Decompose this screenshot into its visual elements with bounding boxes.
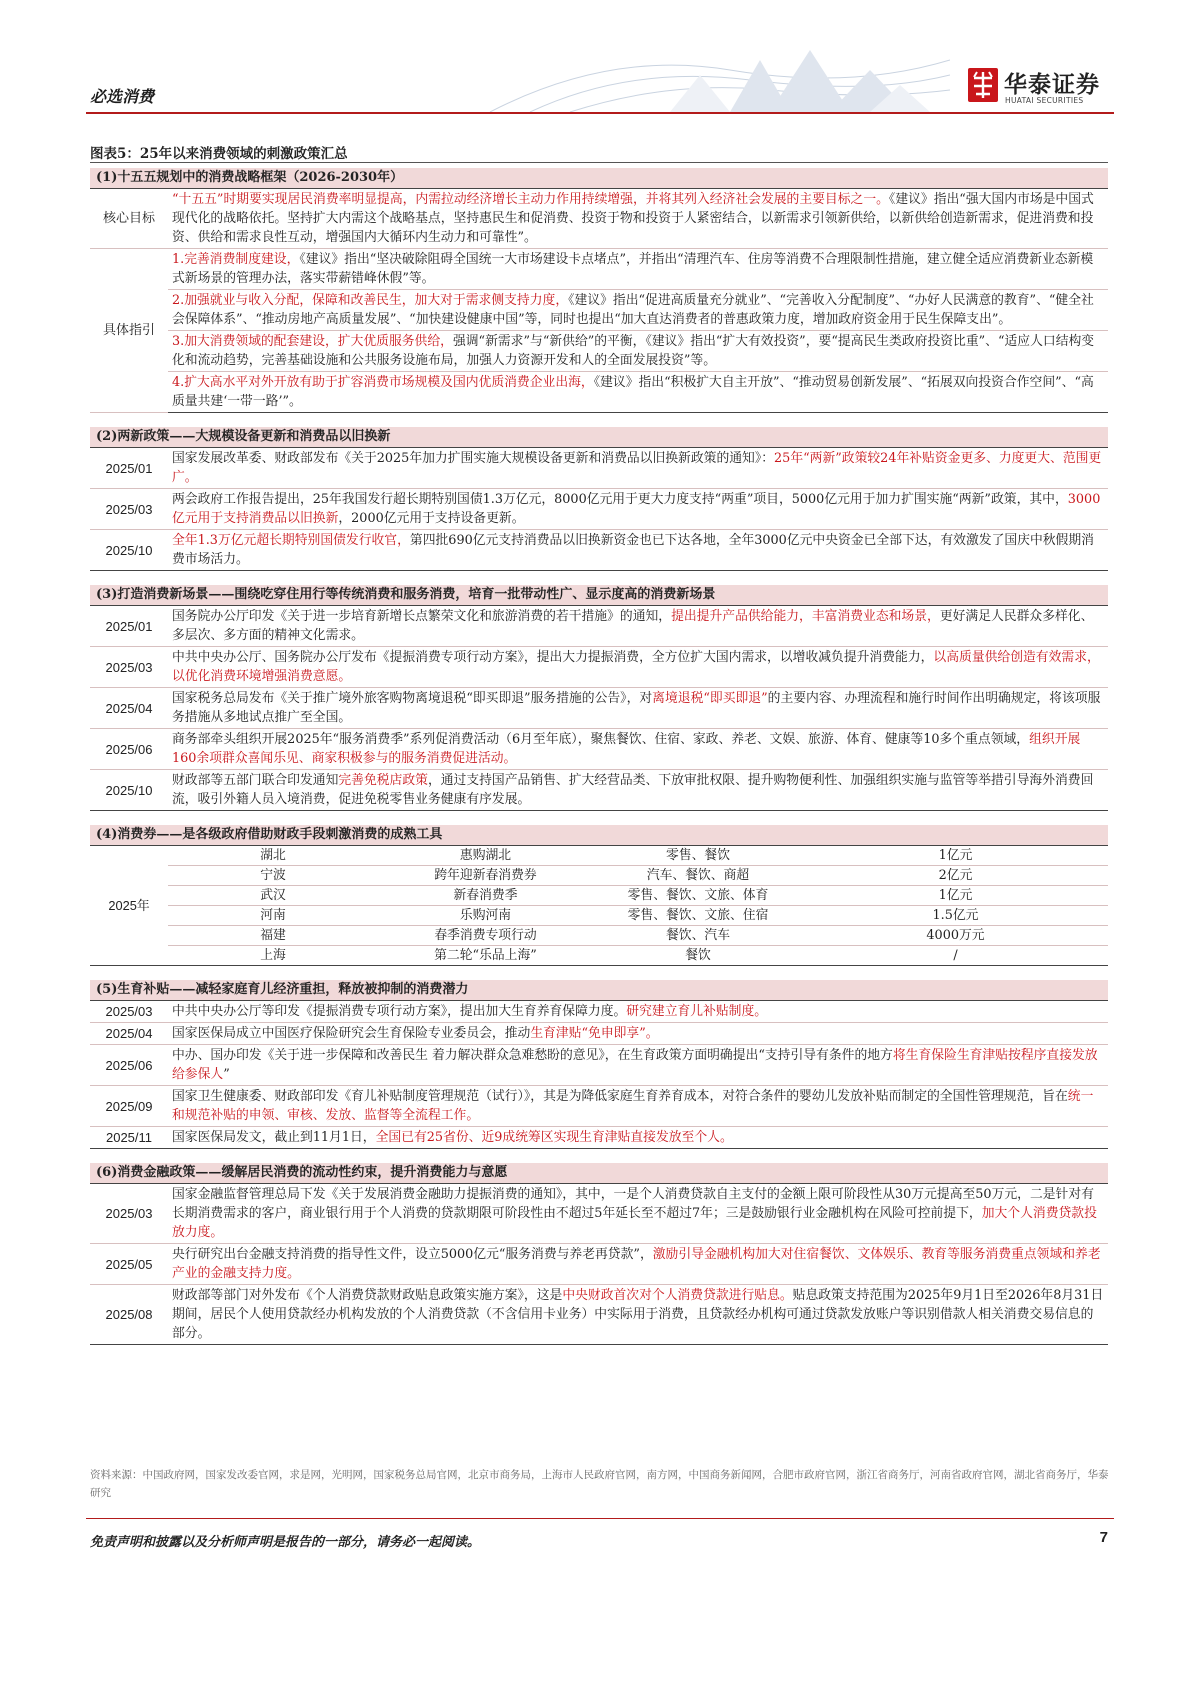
table-row [90,770,1108,811]
table-row [90,530,1108,571]
row-date: 2025/03 [90,1184,168,1244]
table-row [90,249,1108,290]
coupon-name: 春季消费专项行动 [378,926,593,946]
body-text: ，通过支持国产品销售、扩大经营品类、下放审批权限、提升购物便利性、加强组织实施与监管等举措引导海外消费回流，吸引外籍人员入境消费，促进免税零售业务健康有序发展。 [172,773,1094,807]
row-date: 2025/06 [90,1045,168,1086]
table-row [90,189,1108,249]
highlight-text: 全年1.3万亿元超长期特别国债发行收官， [172,533,410,548]
section-6-table [90,1184,1108,1345]
body-text: 国家卫生健康委、财政部印发《育儿补贴制度管理规范（试行）》，其是为降低家庭生育养育成本，对符合条件的婴幼儿发放补贴而制定的全国性管理规范，旨在 [172,1089,1068,1104]
row-date: 2025/10 [90,530,168,571]
table-row [90,372,1108,413]
core-goal-rest: 《建议》指出“强大国内市场是中国式现代化的战略依托。坚持扩大内需这个战略基点，坚持惠民生和促消费、投资于物和投资于人紧密结合，以新需求引领新供给，以新供给创造新需求，促进消费和投资、供给和需求良性互动，增强国内大循环内生动力和可靠性”。 [172,192,1094,245]
row-text [168,1001,1108,1023]
row-date: 2025/05 [90,1244,168,1285]
table-row [90,688,1108,729]
coupon-name: 乐购河南 [378,906,593,926]
guidance-item-rest: 《建议》指出“坚决破除阻碍全国统一大市场建设卡点堵点”，并指出“清理汽车、住房等消费不合理限制性措施，建立健全适应消费新业态新模式新场景的管理办法，落实带薪错峰休假”等。 [172,252,1094,286]
table-row [90,1244,1108,1285]
brand-name-cn: 华泰证券 [1004,72,1100,98]
coupon-amount: 4000万元 [803,926,1108,946]
table-row [90,906,1108,926]
section-1-title: (1)十五五规划中的消费战略框架（2026-2030年） [90,168,1108,189]
figure-title-divider [90,162,1108,163]
row-date: 2025/09 [90,1086,168,1127]
body-text: 两会政府工作报告提出，25年我国发行超长期特别国债1.3万亿元，8000亿元用于更大力度支持“两重”项目，5000亿元用于加力扩围实施“两新”政策，其中， [172,492,1068,507]
body-text: 商务部牵头组织开展2025年“服务消费季”系列促消费活动（6月至年底），聚焦餐饮、住宿、家政、养老、文娱、旅游、体育、健康等10多个重点领域， [172,732,1030,747]
disclaimer: 免责声明和披露以及分析师声明是报告的一部分，请务必一起阅读。 [90,1535,481,1550]
section-4-title: (4)消费券——是各级政府借助财政手段刺激消费的成熟工具 [90,825,1108,846]
row-date: 2025/01 [90,448,168,489]
row-text [168,1285,1108,1345]
table-row [90,1045,1108,1086]
body-text: 国务院办公厅印发《关于进一步培育新增长点繁荣文化和旅游消费的若干措施》的通知， [172,609,672,624]
section-3-title: (3)打造消费新场景——围绕吃穿住用行等传统消费和服务消费，培育一批带动性广、显示度高的消费新场景 [90,585,1108,606]
body-text: ” [223,1067,230,1082]
highlight-text: 将生育保险生育津贴按程序直接发放给参保人 [172,1048,1098,1082]
highlight-text: 研究建立育儿补贴制度。 [626,1004,768,1019]
table-row [90,489,1108,530]
body-text: 贴息政策支持范围为2025年9月1日至2026年8月31日期间，居民个人使用贷款经办机构发放的个人消费贷款（不含信用卡业务）中实际用于消费，且贷款经办机构可通过贷款发放账户等识别借款人相关消费交易信息的部分。 [172,1288,1104,1341]
row-date: 2025/06 [90,729,168,770]
section-5-title: (5)生育补贴——减轻家庭育儿经济重担，释放被抑制的消费潜力 [90,980,1108,1001]
coupon-date: 2025年 [90,846,168,966]
coupon-category: 零售、餐饮、文旅、住宿 [593,906,803,926]
row-text [168,1184,1108,1244]
guidance-item [168,372,1108,413]
section-2 [90,427,1108,571]
row-text [168,489,1108,530]
source-note: 资料来源：中国政府网，国家发改委官网，求是网，光明网，国家税务总局官网，北京市商务局，上海市人民政府官网，南方网，中国商务新闻网，合肥市政府官网，浙江省商务厅，河南省政府官网，湖北省商务厅，华泰研究 [90,1469,1109,1499]
body-text: 的主要内容、办理流程和施行时间作出明确规定，将该项服务措施从多地试点推广至全国。 [172,691,1101,725]
table-row [90,290,1108,331]
row-text [168,1045,1108,1086]
row-date: 2025/11 [90,1127,168,1149]
section-3 [90,585,1108,811]
coupon-region: 福建 [168,926,378,946]
row-text [168,1244,1108,1285]
row-text [168,1127,1108,1149]
table-row [90,729,1108,770]
row-date: 2025/03 [90,647,168,688]
table-row [90,886,1108,906]
section-1-table [90,189,1108,413]
section-5 [90,980,1108,1149]
section-3-table [90,606,1108,811]
table-row [90,1086,1108,1127]
row-date: 2025/04 [90,688,168,729]
coupon-region: 河南 [168,906,378,926]
body-text: 央行研究出台金融支持消费的指导性文件，设立5000亿元“服务消费与养老再贷款”， [172,1247,653,1262]
coupon-category: 餐饮、汽车 [593,926,803,946]
coupon-category: 汽车、餐饮、商超 [593,866,803,886]
body-text: 第四批690亿元支持消费品以旧换新资金也已下达各地，全年3000亿元中央资金已全部下达，有效激发了国庆中秋假期消费市场活力。 [172,533,1094,567]
footer-divider [86,1518,1114,1519]
coupon-amount: 1亿元 [803,846,1108,866]
guidance-item-rest: 强调“新需求”与“新供给”的平衡，《建议》指出“扩大有效投资”，要“提高民生类政府投资比重”、“适应人口结构变化和流动趋势，完善基础设施和公共服务设施布局，加强人力资源开发和人的全面发展投资”等。 [172,334,1095,368]
coupon-amount: 2亿元 [803,866,1108,886]
section-6-title: (6)消费金融政策——缓解居民消费的流动性约束，提升消费能力与意愿 [90,1163,1108,1184]
highlight-text: 全国已有25省份、近9成统筹区实现生育津贴直接发放至个人。 [375,1130,733,1145]
row-text [168,1023,1108,1045]
guidance-item [168,249,1108,290]
row-text [168,1086,1108,1127]
highlight-text: 组织开展160余项群众喜闻乐见、商家积极参与的服务消费促进活动。 [172,732,1081,766]
row-text [168,729,1108,770]
highlight-text: 生育津贴“免申即享”。 [530,1026,659,1041]
row-text [168,688,1108,729]
guidance-label: 具体指引 [90,249,168,413]
table-row [90,1023,1108,1045]
coupon-category: 餐饮 [593,946,803,966]
coupon-category: 零售、餐饮、文旅、体育 [593,886,803,906]
coupon-name: 跨年迎新春消费券 [378,866,593,886]
table-row [90,1285,1108,1345]
highlight-text: 以高质量供给创造有效需求，以优化消费环境增强消费意愿。 [172,650,1100,684]
section-2-title: (2)两新政策——大规模设备更新和消费品以旧换新 [90,427,1108,448]
coupon-category: 零售、餐饮 [593,846,803,866]
table-row [90,926,1108,946]
row-date: 2025/08 [90,1285,168,1345]
guidance-item-red: 3.加大消费领域的配套建设，扩大优质服务供给， [172,334,453,349]
table-row [90,647,1108,688]
highlight-text: 完善免税店政策 [338,773,428,788]
coupon-name: 第二轮“乐品上海” [378,946,593,966]
table-row [90,1001,1108,1023]
coupon-amount: 1亿元 [803,886,1108,906]
section-6 [90,1163,1108,1345]
brand-logo [968,68,1118,110]
body-text: 更好满足人民群众多样化、多层次、多方面的精神文化需求。 [172,609,1094,643]
highlight-text: 统一和规范补贴的申领、审核、发放、监督等全流程工作。 [172,1089,1094,1123]
figure-title: 图表5：25年以来消费领域的刺激政策汇总 [90,146,348,162]
row-date: 2025/10 [90,770,168,811]
highlight-text: 激励引导金融机构加大对住宿餐饮、文体娱乐、教育等服务消费重点领域和养老产业的金融支持力度。 [172,1247,1101,1281]
row-text [168,770,1108,811]
coupon-region: 武汉 [168,886,378,906]
coupon-region: 湖北 [168,846,378,866]
coupon-table [90,846,1108,966]
core-goal-label: 核心目标 [90,189,168,249]
table-row [90,1127,1108,1149]
coupon-name: 新春消费季 [378,886,593,906]
row-text [168,448,1108,489]
body-text: 国家税务总局发布《关于推广境外旅客购物离境退税“即买即退”服务措施的公告》，对 [172,691,653,706]
body-text: 中办、国办印发《关于进一步保障和改善民生 着力解决群众急难愁盼的意见》，在生育政策方面明确提出“支持引导有条件的地方 [172,1048,893,1063]
body-text: 国家医保局发文，截止到11月1日， [172,1130,376,1145]
guidance-item-rest: 《建议》指出“积极扩大自主开放”、“推动贸易创新发展”、“拓展双向投资合作空间”、“高质量共建‘一带一路’”。 [172,375,1094,409]
highlight-text: 25年“两新”政策较24年补贴资金更多、力度更大、范围更广。 [172,451,1102,485]
body-text: 中共中央办公厅等印发《提振消费专项行动方案》，提出加大生育养育保障力度。 [172,1004,627,1019]
section-1 [90,168,1108,413]
section-label: 必选消费 [90,87,155,106]
row-text [168,530,1108,571]
coupon-amount: 1.5亿元 [803,906,1108,926]
coupon-region: 上海 [168,946,378,966]
table-row [90,1184,1108,1244]
core-goal-text [168,189,1108,249]
body-text: 中共中央办公厅、国务院办公厅发布《提振消费专项行动方案》，提出大力提振消费，全方位扩大国内需求，以增收减负提升消费能力， [172,650,934,665]
highlight-text: 离境退税“即买即退” [652,691,768,706]
table-row [90,331,1108,372]
highlight-text: 3000亿元用于支持消费品以旧换新 [172,492,1101,526]
huatai-logo-icon [968,68,998,102]
row-date: 2025/01 [90,606,168,647]
row-date: 2025/03 [90,489,168,530]
body-text: 财政部等五部门联合印发通知 [172,773,339,788]
row-text [168,647,1108,688]
table-row [90,946,1108,966]
body-text: 国家发展改革委、财政部发布《关于2025年加力扩围实施大规模设备更新和消费品以旧换新政策的通知》： [172,451,775,466]
row-date: 2025/04 [90,1023,168,1045]
core-goal-red: “十五五”时期要实现居民消费率明显提高，内需拉动经济增长主动力作用持续增强，并将其列入经济社会发展的主要目标之一。 [172,192,889,207]
guidance-item-rest: 《建议》指出“促进高质量充分就业”、“完善收入分配制度”、“办好人民满意的教育”、“健全社会保障体系”、“推动房地产高质量发展”、“加快建设健康中国”等，同时也提出“加大直达消费者的普惠政策力度，增加政府资金用于民生保障支出”。 [172,293,1094,327]
row-text [168,606,1108,647]
body-text: 国家医保局成立中国医疗保险研究会生育保险专业委员会，推动 [172,1026,531,1041]
guidance-item-red: 2.加强就业与收入分配，保障和改善民生，加大对于需求侧支持力度， [172,293,569,308]
row-date: 2025/03 [90,1001,168,1023]
table-row [90,846,1108,866]
highlight-text: 提出提升产品供给能力，丰富消费业态和场景， [671,609,940,624]
guidance-item [168,331,1108,372]
section-4 [90,825,1108,966]
body-text: 财政部等部门对外发布《个人消费贷款财政贴息政策实施方案》，这是 [172,1288,563,1303]
coupon-amount: / [803,946,1108,966]
brand-name-en: HUATAI SECURITIES [1005,96,1084,105]
table-row [90,866,1108,886]
coupon-name: 惠购湖北 [378,846,593,866]
section-2-table [90,448,1108,571]
table-row [90,448,1108,489]
table-row [90,606,1108,647]
guidance-item-red: 4.扩大高水平对外开放有助于扩容消费市场规模及国内优质消费企业出海， [172,375,594,390]
body-text: ，2000亿元用于支持设备更新。 [338,511,525,526]
highlight-text: 中央财政首次对个人消费贷款进行贴息。 [562,1288,793,1303]
header-decoration [430,40,950,112]
section-5-table [90,1001,1108,1149]
guidance-item [168,290,1108,331]
coupon-region: 宁波 [168,866,378,886]
page-number: 7 [1099,1529,1108,1546]
body-text: 国家金融监督管理总局下发《关于发展消费金融助力提振消费的通知》，其中，一是个人消费贷款自主支付的金额上限可阶段性从30万元提高至50万元，二是针对有长期消费需求的客户，商业银行用于个人消费的贷款期限可阶段性由不超过5年延长至不超过7年；三是鼓励银行业金融机构在风险可控前提下， [172,1187,1094,1221]
highlight-text: 加大个人消费贷款投放力度。 [172,1206,1097,1240]
guidance-item-red: 1.完善消费制度建设， [172,252,300,267]
header-divider [86,112,1114,114]
policy-table [90,168,1108,1345]
